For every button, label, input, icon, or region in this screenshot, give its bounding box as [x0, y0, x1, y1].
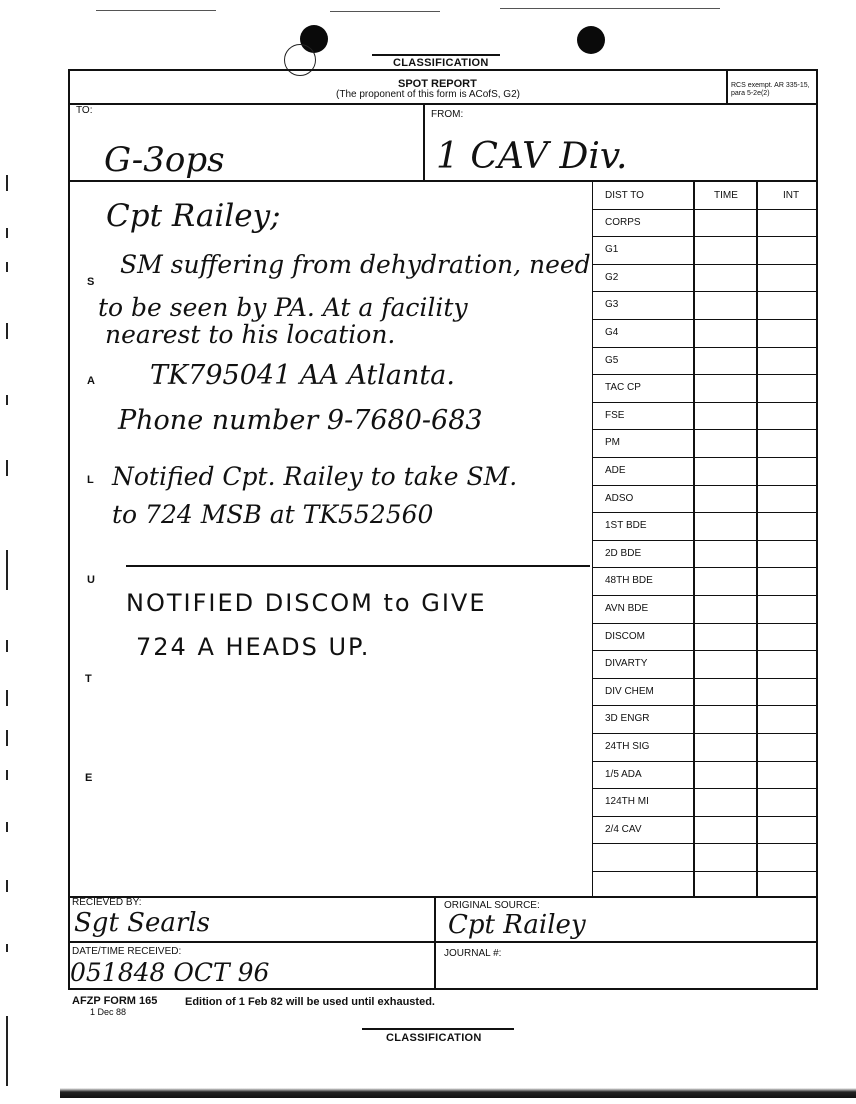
form-date: 1 Dec 88	[90, 1007, 127, 1017]
salute-letter-u: U	[87, 574, 95, 586]
dist-row-rule	[593, 871, 817, 872]
margin-mark	[6, 944, 8, 952]
dist-row-label: DIV CHEM	[605, 685, 654, 697]
dist-row-label: 1/5 ADA	[605, 768, 642, 780]
margin-mark	[6, 880, 8, 892]
message-line: to be seen by PA. At a facility	[98, 293, 468, 322]
margin-mark	[6, 822, 8, 832]
dist-row-label: ADE	[605, 464, 626, 476]
dist-row-rule	[593, 485, 817, 486]
margin-mark	[6, 640, 8, 652]
distribution-table	[592, 180, 819, 897]
to-label: TO:	[76, 105, 93, 116]
dist-row-label: 3D ENGR	[605, 713, 650, 725]
punch-hole-right	[577, 26, 605, 54]
dist-row-rule	[593, 788, 817, 789]
dist-header-int: INT	[783, 190, 800, 201]
classification-top: CLASSIFICATION	[393, 57, 489, 69]
salute-letter-e: E	[85, 772, 93, 784]
margin-mark	[6, 262, 8, 272]
dist-row-rule	[593, 429, 817, 430]
dist-row-rule	[593, 402, 817, 403]
message-line: Phone number 9-7680-683	[118, 405, 483, 436]
rcs-divider	[726, 70, 728, 104]
rcs-note: RCS exempt. AR 335-15, para 5-2e(2)	[731, 82, 810, 97]
dist-row-label: CORPS	[605, 216, 641, 228]
classification-bottom: CLASSIFICATION	[386, 1032, 482, 1044]
title-bottom-rule	[69, 103, 817, 105]
dist-row-rule	[593, 567, 817, 568]
margin-mark	[6, 228, 8, 238]
form-proponent: (The proponent of this form is ACofS, G2)	[336, 89, 520, 100]
from-label: FROM:	[431, 109, 464, 120]
message-line: Cpt Railey;	[106, 198, 281, 234]
dist-row-label: AVN BDE	[605, 602, 649, 614]
form-id: AFZP FORM 165	[72, 995, 158, 1007]
message-line: 724 A HEADS UP.	[136, 633, 371, 661]
dist-row-label: 124TH MI	[605, 796, 649, 808]
footer-top-rule	[69, 896, 817, 898]
margin-mark	[6, 690, 8, 706]
dist-row-rule	[593, 512, 817, 513]
margin-mark	[6, 550, 8, 590]
dist-row-label: G2	[605, 271, 619, 283]
dist-row-rule	[593, 347, 817, 348]
dist-row-rule	[593, 319, 817, 320]
dist-row-rule	[593, 650, 817, 651]
message-underline	[126, 565, 590, 567]
margin-mark	[6, 323, 8, 339]
message-line: nearest to his location.	[105, 320, 396, 349]
message-line: to 724 MSB at TK552560	[112, 500, 434, 529]
message-line: Notified Cpt. Railey to take SM.	[112, 462, 518, 491]
received-by-signature: Sgt Searls	[74, 908, 210, 938]
original-source-label: ORIGINAL SOURCE:	[444, 900, 540, 911]
dist-row-label: DIVARTY	[605, 658, 648, 670]
dist-row-label: FSE	[605, 409, 625, 421]
from-value: 1 CAV Div.	[436, 136, 628, 177]
scan-bottom-edge	[60, 1088, 856, 1098]
margin-mark	[6, 395, 8, 405]
salute-letter-s: S	[87, 276, 95, 288]
dist-row-label: TAC CP	[605, 382, 641, 394]
dist-row-label: G5	[605, 354, 619, 366]
datetime-received-value: 051848 OCT 96	[70, 958, 270, 987]
dist-row-rule	[593, 678, 817, 679]
scan-artifact	[96, 10, 216, 11]
dist-row-label: G4	[605, 326, 619, 338]
dist-row-label: DISCOM	[605, 630, 645, 642]
dist-row-label: 2/4 CAV	[605, 823, 642, 835]
to-from-divider	[423, 103, 425, 181]
dist-row-label: G1	[605, 244, 619, 256]
to-value: G-3ops	[104, 140, 225, 180]
dist-row-rule	[593, 595, 817, 596]
footer-divider	[434, 896, 436, 989]
footer-mid-rule	[69, 941, 817, 943]
dist-row-rule	[593, 623, 817, 624]
dist-row-rule	[593, 209, 817, 210]
dist-row-label: 24TH SIG	[605, 740, 650, 752]
dist-row-label: G3	[605, 299, 619, 311]
dist-header-time: TIME	[714, 190, 738, 201]
dist-row-rule	[593, 264, 817, 265]
journal-label: JOURNAL #:	[444, 948, 502, 959]
scan-artifact	[330, 11, 440, 12]
margin-mark	[6, 770, 8, 780]
margin-mark	[6, 1016, 8, 1086]
margin-mark	[6, 730, 8, 746]
dist-row-label: 1ST BDE	[605, 520, 647, 532]
dist-row-rule	[593, 843, 817, 844]
margin-mark	[6, 460, 8, 476]
margin-mark	[6, 175, 8, 191]
edition-note: Edition of 1 Feb 82 will be used until exhausted.	[185, 996, 435, 1008]
dist-row-label: 2D BDE	[605, 547, 642, 559]
dist-row-rule	[593, 705, 817, 706]
message-line: NOTIFIED DISCOM to GIVE	[126, 589, 487, 617]
scan-artifact	[500, 8, 720, 9]
dist-row-rule	[593, 733, 817, 734]
message-line: SM suffering from dehydration, need	[120, 250, 591, 279]
salute-letter-l: L	[87, 474, 94, 486]
message-line: TK795041 AA Atlanta.	[150, 360, 455, 391]
salute-letter-a: A	[87, 375, 95, 387]
received-by-label: RECIEVED BY:	[72, 897, 142, 908]
datetime-received-label: DATE/TIME RECEIVED:	[72, 946, 182, 957]
original-source-value: Cpt Railey	[448, 910, 586, 940]
dist-row-label: ADSO	[605, 492, 634, 504]
dist-row-rule	[593, 236, 817, 237]
dist-row-rule	[593, 816, 817, 817]
dist-row-label: 48TH BDE	[605, 575, 653, 587]
salute-letter-t: T	[85, 673, 92, 685]
dist-row-rule	[593, 374, 817, 375]
classification-bottom-rule	[362, 1028, 514, 1030]
dist-row-rule	[593, 540, 817, 541]
dist-row-label: PM	[605, 437, 620, 449]
dist-row-rule	[593, 457, 817, 458]
dist-row-rule	[593, 761, 817, 762]
dist-row-rule	[593, 291, 817, 292]
dist-header-dist-to: DIST TO	[605, 190, 644, 201]
form-title: SPOT REPORT	[398, 78, 477, 90]
classification-top-rule	[372, 54, 500, 56]
